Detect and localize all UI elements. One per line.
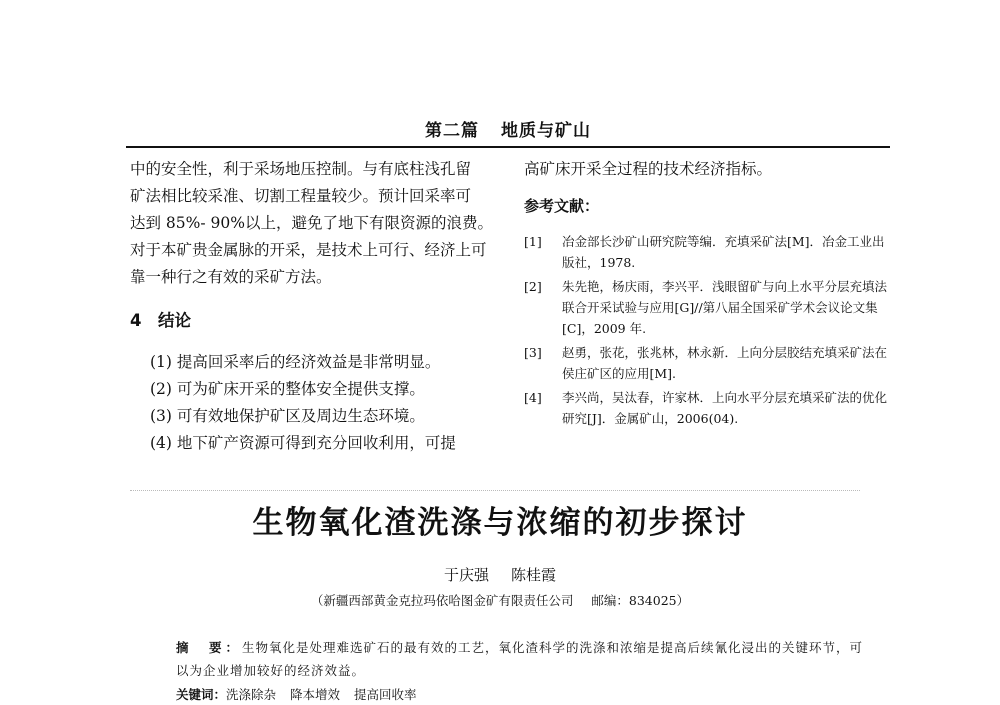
body-text-line: 对于本矿贵金属脉的开采，是技术上可行、经济上可 xyxy=(130,241,487,259)
section-heading-conclusion xyxy=(130,309,496,333)
section-title: 结论 xyxy=(158,311,191,330)
body-text-line: 靠一种行之有效的采矿方法。 xyxy=(130,268,332,286)
dotted-divider xyxy=(130,490,860,491)
conclusion-item: (2) 可为矿床开采的整体安全提供支撑。 xyxy=(150,380,425,398)
body-text-line: 中的安全性，利于采场地压控制。与有底柱浅孔留 xyxy=(130,160,472,178)
keyword: 洗涤除杂 xyxy=(226,687,277,702)
author-name: 陈桂霞 xyxy=(511,566,557,584)
keyword: 降本增效 xyxy=(290,687,341,702)
reference-number: [1] xyxy=(524,234,542,249)
affiliation-line xyxy=(0,591,1000,611)
conclusion-item: (3) 可有效地保护矿区及周边生态环境。 xyxy=(150,407,425,425)
body-text-line: 达到 85%- 90%以上，避免了地下有限资源的浪费。 xyxy=(130,214,493,232)
references-title: 参考文献： xyxy=(524,197,600,215)
reference-item xyxy=(524,342,890,384)
left-column xyxy=(130,156,496,457)
running-header xyxy=(126,116,890,148)
author-name: 于庆强 xyxy=(443,566,489,584)
keywords xyxy=(176,685,866,705)
continuation-text: 高矿床开采全过程的技术经济指标。 xyxy=(524,160,773,178)
abstract xyxy=(176,636,866,682)
postcode: 邮编：834025） xyxy=(591,593,690,608)
conclusion-item: (1) 提高回采率后的经济效益是非常明显。 xyxy=(150,353,441,371)
reference-number: [4] xyxy=(524,390,542,405)
reference-text: 赵勇，张花，张兆林，林永新．上向分层胶结充填采矿法在侯庄矿区的应用[M]. xyxy=(562,345,888,381)
conclusion-item: (4) 地下矿产资源可得到充分回收利用，可提 xyxy=(150,434,456,452)
body-text-line: 矿法相比较采准、切割工程量较少。预计回采率可 xyxy=(130,187,472,205)
author-line xyxy=(0,564,1000,586)
reference-text: 冶金部长沙矿山研究院等编．充填采矿法[M]．冶金工业出版社，1978. xyxy=(562,234,885,270)
abstract-text: 生物氧化是处理难选矿石的最有效的工艺，氧化渣科学的洗涤和浓缩是提高后续氰化浸出的关键环节，可以为企业增加较好的经济效益。 xyxy=(176,640,864,678)
article-title: 生物氧化渣洗涤与浓缩的初步探讨 xyxy=(252,505,748,541)
reference-text: 李兴尚，吴汰春，许家林．上向水平分层充填采矿法的优化研究[J]．金属矿山，2006(04). xyxy=(562,390,888,426)
affiliation-name: （新疆西部黄金克拉玛依哈图金矿有限责任公司 xyxy=(310,593,574,608)
abstract-label: 摘 要： xyxy=(176,640,243,655)
section-number: 4 xyxy=(130,311,142,330)
reference-number: [3] xyxy=(524,345,542,360)
running-header-part: 第二篇 xyxy=(425,121,479,141)
right-column xyxy=(524,156,890,432)
reference-item xyxy=(524,231,890,273)
keywords-label: 关键词： xyxy=(176,687,227,702)
reference-text: 朱先艳，杨庆雨，李兴平．浅眼留矿与向上水平分层充填法联合开采试验与应用[G]//第八届全国采矿学术会议论文集[C]，2009 年. xyxy=(562,279,888,336)
reference-item xyxy=(524,276,890,339)
reference-item xyxy=(524,387,890,429)
running-header-topic: 地质与矿山 xyxy=(501,121,591,141)
reference-number: [2] xyxy=(524,279,542,294)
keyword: 提高回收率 xyxy=(354,687,417,702)
